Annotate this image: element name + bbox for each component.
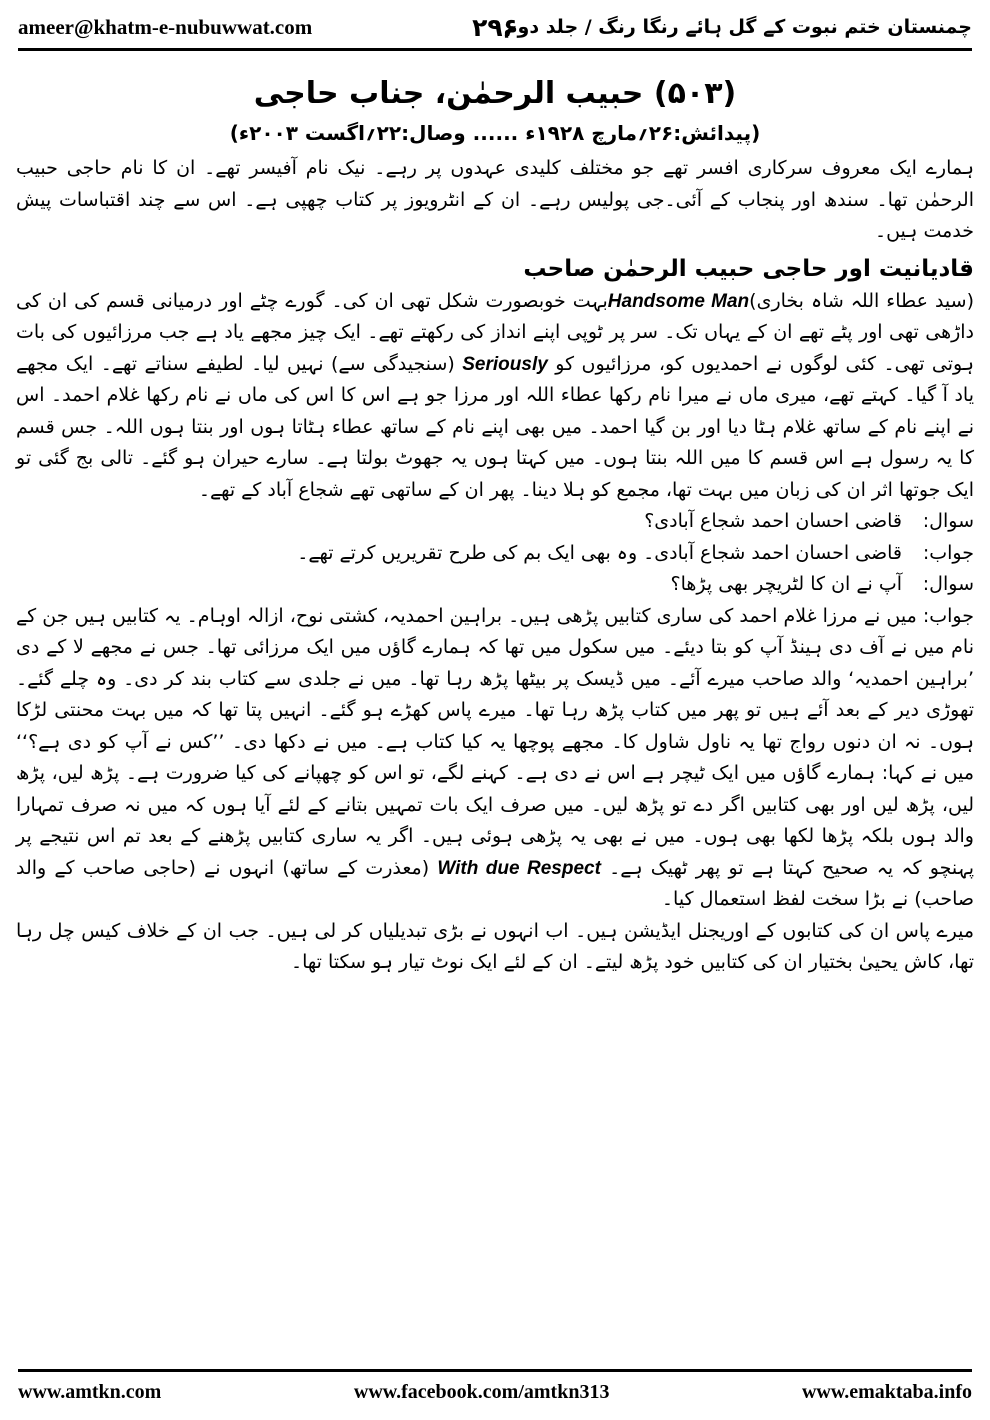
qa-text: قاضی احسان احمد شجاع آبادی۔ وہ بھی ایک بم کی طرح تقریریں کرتے تھے۔ [297,541,902,564]
qa-row [16,569,974,601]
header-email: ameer@khatm-e-nubuwwat.com [18,14,313,39]
page-number: ۲۹۶ [472,12,518,42]
section-heading: قادیانیت اور حاجی حبیب الرحمٰن صاحب [523,255,974,282]
qa-tag: سوال: [922,573,974,595]
intro-paragraph: ہمارے ایک معروف سرکاری افسر تھے جو مختلف کلیدی عہدوں پر رہے۔ نیک نام آفیسر تھے۔ ان کا نام حاجی حبیب الرحمٰن تھا۔ سندھ اور پنجاب کے آئی۔جی پولیس رہے۔ ان کے انٹرویوز پر کتاب چھپی ہے۔ اس سے چند اقتباسات پیش خدمت ہیں۔ [16,157,974,242]
para1-part-c: (سنجیدگی سے) نہیں لیا۔ لطیفے سناتے تھے۔ ایک مجھے یاد آ گیا۔ کہتے تھے، میری ماں نے میرا نام رکھا عطاء اللہ اور مرزا جو ہے اس کا اس کی ماں نے نام رکھا غلام احمد۔ اس نے اپنے نام کے ساتھ غلام ہٹا دیا اور بن گیا احمد۔ میں بھی اپنے نام کے ساتھ عطاء ہٹاتا ہوں اور بنتا ہوں اللہ۔ جس قسم کا یہ رسول ہے اس قسم کا میں اللہ بنتا ہوں۔ میں کہتا ہوں یہ جھوٹ بولتا ہے۔ سارے حیران ہو گئے۔ تالی بج گئی تو ایک جوتھا اثر ان کی زبان میں بہت تھا، مجمع کو ہلا دینا۔ پھر ان کے ساتھی تھے شجاع آباد کے تھے۔ [16,352,974,501]
article-title: (۵۰۳) حبیب الرحمٰن، جناب حاجی [253,76,737,111]
qa-text: آپ نے ان کا لٹریچر بھی پڑھا؟ [670,573,902,595]
page-footer [18,1369,972,1412]
closing-paragraph: میرے پاس ان کی کتابوں کے اوریجنل ایڈیشن ہیں۔ اب انہوں نے بڑی تبدیلیاں کر لی ہیں۔ جب ان کے خلاف کیس چل رہا تھا، کاش یحییٰ بختیار ان کی کتابیں خود پڑھ لیتے۔ ان کے لئے ایک نوٹ تیار ہو سکتا تھا۔ [16,919,974,973]
qa-row [16,506,974,538]
answer-tag: جواب: [922,604,974,627]
story-paragraph [16,286,974,507]
answer-english: With due Respect [437,857,601,879]
para1-part-b: بہت خوبصورت شکل تھی ان کی۔ گورے چٹے اور درمیانی قسم کی ان کی داڑھی تھی اور پٹے تھے ان کے یہاں تک۔ سر پر ٹوپی اپنے انداز کی رکھتے تھے۔ ایک چیز مجھے یاد ہے جب مرزائیوں کی بات ہوتی تھی۔ کئی لوگوں نے احمدیوں کو، مرزائیوں کو [16,289,975,375]
footer-website-left[interactable]: www.amtkn.com [18,1380,162,1403]
footer-facebook-link[interactable]: www.facebook.com/amtkn313 [353,1380,610,1403]
answer-part-a: میں نے مرزا غلام احمد کی ساری کتابیں پڑھی ہیں۔ براہین احمدیہ، کشتی نوح، ازالہ اوہام۔ یہ کتابیں ہیں جن کے نام میں نے آف دی ہینڈ آپ کو بتا دیئے۔ میں سکول میں تھا کہ ہمارے گاؤں میں ایک مرزائی تھا۔ جس نے مجھے لا کے دی ’براہین احمدیہ‘ والد صاحب میرے آئے۔ میں ڈیسک پر بیٹھا پڑھ رہا تھا۔ میں نے جلدی سے کتاب بند کر دی۔ وہ چلے گئے۔ تھوڑی دیر کے بعد آئے ہیں تو پھر میں کتاب پڑھ رہا تھا۔ میرے پاس کھڑے ہو گئے۔ انہیں پتا تھا کہ میں بہت محنتی لڑکا ہوں۔ نہ ان دنوں رواج تھا یہ ناول شاول کا۔ مجھے پوچھا یہ کیا کتاب ہے۔ میں نے دکھا دی۔ ’’کس نے آپ کو دی ہے؟‘‘ میں نے کہا: ہمارے گاؤں میں ایک ٹیچر ہے اس نے دی ہے۔ کہنے لگے، تو اس کو چھپانے کی کیا ضرورت ہے۔ پڑھ لیں، پڑھ لیں، پڑھ لیں اور بھی کتابیں اگر دے تو پڑھ لیں۔ میں صرف ایک بات تمہیں بتانے کے لئے آیا ہوں کہ میں نہ صرف تمہارا والد ہوں بلکہ پڑھا لکھا بھی ہوں۔ میں نے بھی یہ پڑھی ہوئی ہیں۔ اگر یہ ساری کتابیں پڑھنے کے بعد تم اس نتیجے پر پہنچو کہ یہ صحیح کہتا ہے تو پھر ٹھیک ہے۔ [16,604,975,879]
qa-tag: جواب: [922,541,974,564]
qa-text: قاضی احسان احمد شجاع آبادی؟ [644,510,902,532]
para1-part-a: (سید عطاء اللہ شاہ بخاری) [749,289,974,312]
qa-row [16,538,974,570]
answer-paragraph [16,601,974,916]
para1-english-1: Handsome Man [607,290,750,312]
para1-english-2: Seriously [462,353,548,375]
book-title: چمنستان ختم نبوت کے گل ہائے رنگا رنگ / جلد دوم [503,16,972,38]
answer-part-b: (معذرت کے ساتھ) انہوں نے (حاجی صاحب کے والد صاحب) نے بڑا سخت لفظ استعمال کیا۔ [16,856,974,910]
page-content [16,62,974,1358]
page-header [18,6,972,51]
article-dates: (پیدائش:۲۶؍مارچ ۱۹۲۸ء ...... وصال:۲۲؍اگست ۲۰۰۳ء) [229,121,761,145]
qa-tag: سوال: [922,510,974,532]
footer-website-right[interactable]: www.emaktaba.info [801,1380,972,1403]
